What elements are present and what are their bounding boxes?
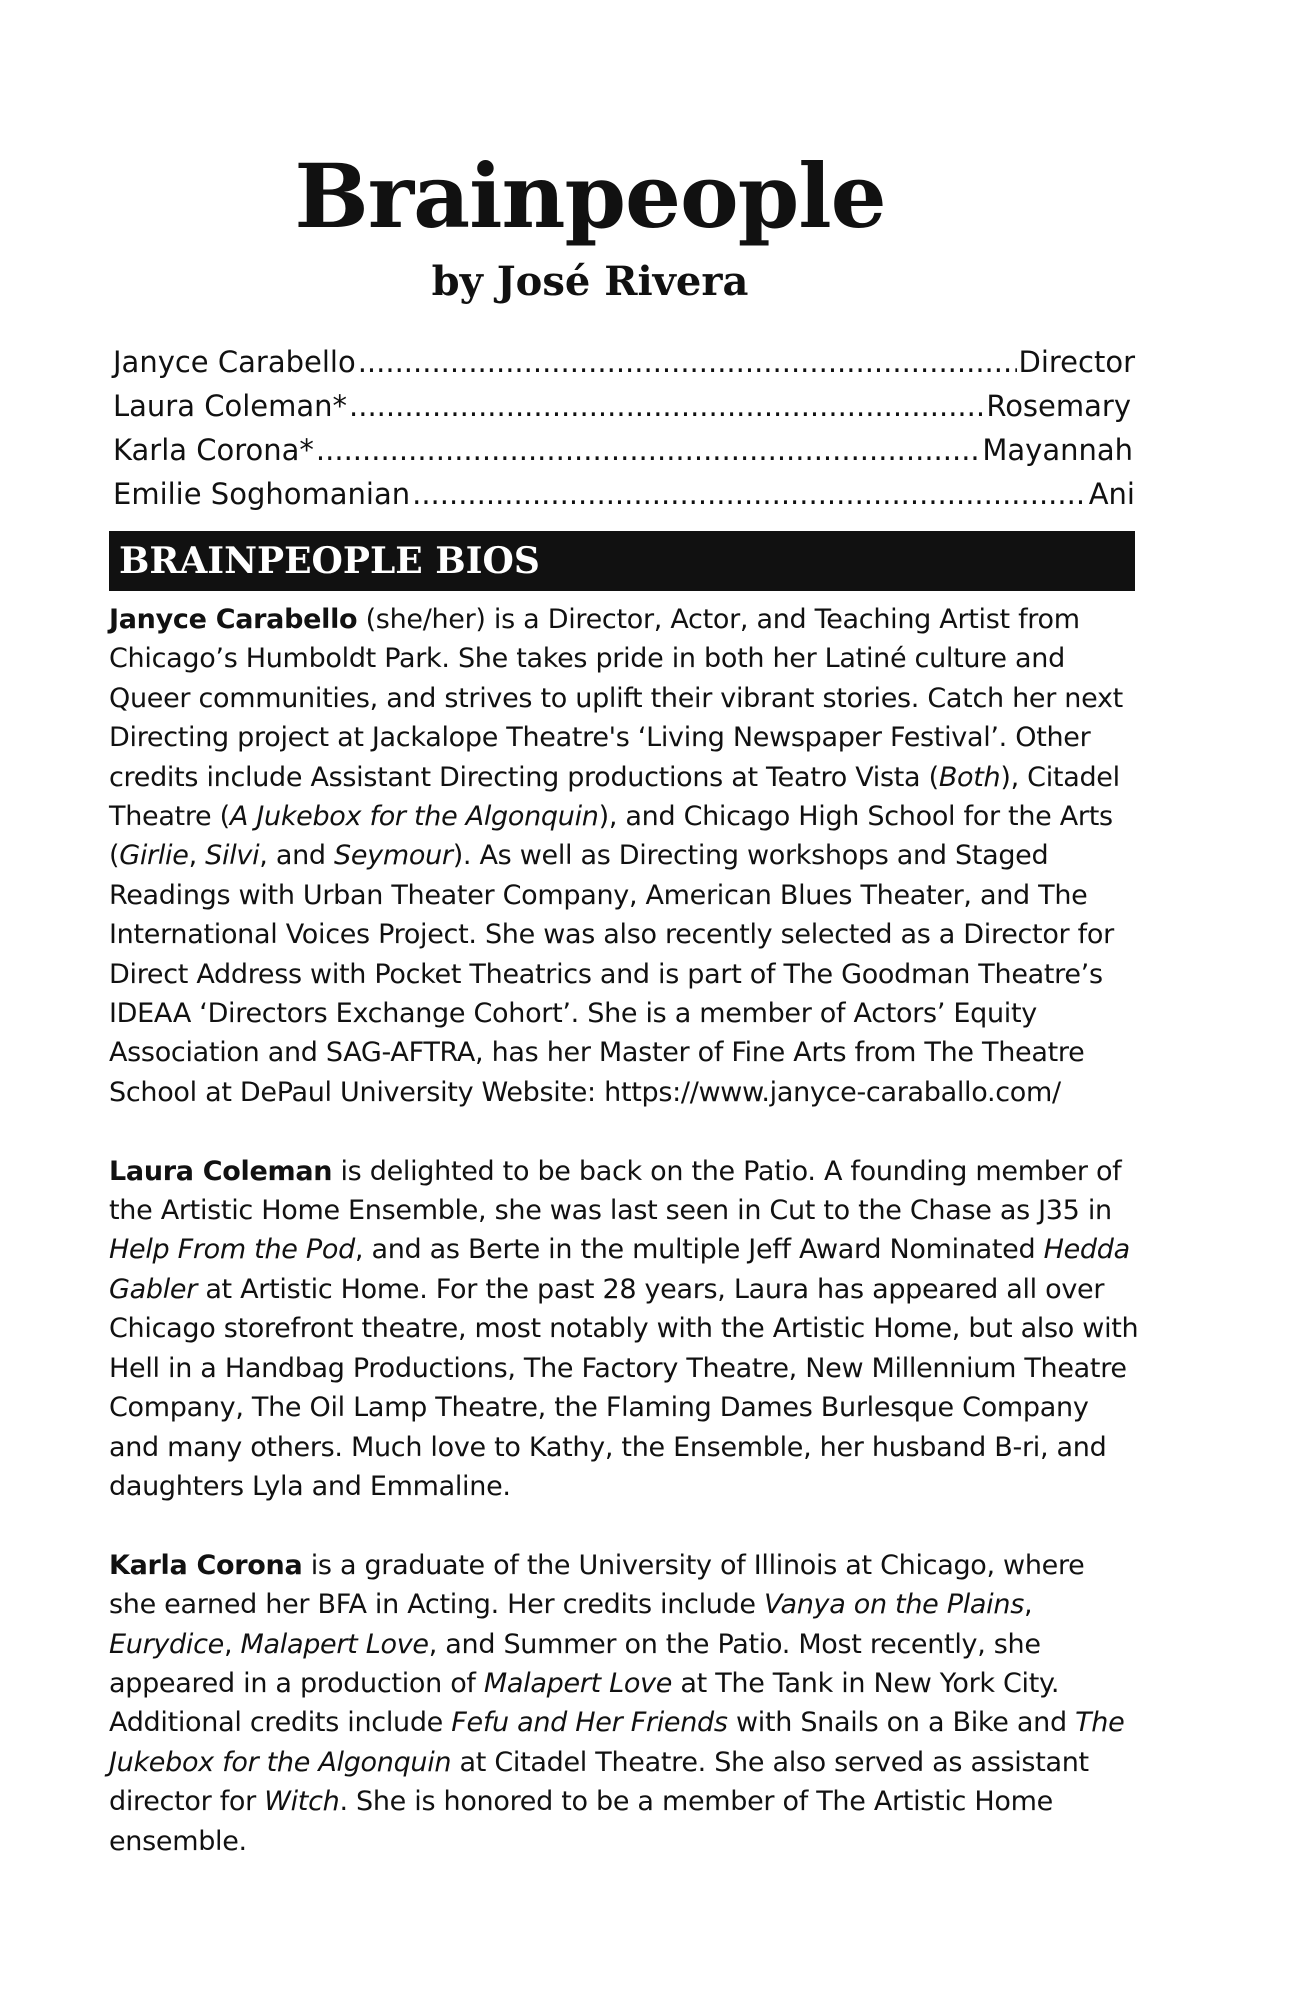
bio-credit-title: The Jukebox for the Algonquin: [109, 1707, 1125, 1778]
cast-row: [113, 472, 1135, 516]
bio-text: with Snails on a Bike and: [727, 1707, 1076, 1739]
playwright-byline: by José Rivera: [431, 258, 749, 305]
bio-text: is a graduate of the University of Illinois at Chicago, where she earned her BFA in Acting. Her credits include: [109, 1549, 1085, 1621]
bio-credit-title: Vanya on the Plains: [764, 1589, 1024, 1621]
bios-section: [109, 600, 1139, 1900]
bios-section-heading: BRAINPEOPLE BIOS: [109, 531, 1135, 591]
bio-credit-title: A Jukebox for the Algonquin: [229, 801, 599, 833]
bio-text: at The Tank in New York City. Additional credits include: [109, 1667, 1060, 1739]
cast-role: Mayannah: [982, 433, 1133, 467]
bio-text: ,: [1023, 1589, 1033, 1621]
bio-text: (she/her) is a Director, Actor, and Teaching Artist from Chicago’s Humboldt Park. She takes pride in both her Latiné culture and Queer communities, and strives to uplift their vibrant stories. Catch her next Directing project at Jackalope Theatre's ‘Living Newspaper Festival’. Other credits include Assistant Directing productions at Teatro Vista (: [109, 604, 1123, 793]
cast-list: [113, 340, 1135, 516]
cast-row: [113, 340, 1135, 384]
cast-name: Laura Coleman*: [113, 389, 348, 423]
bio-name: Karla Corona: [109, 1549, 303, 1581]
bio-credit-title: Malapert Love: [240, 1628, 429, 1660]
bio-credit-title: Eurydice: [109, 1628, 224, 1660]
bio-credit-title: Both: [938, 761, 1001, 793]
bio-paragraph: [109, 1546, 1139, 1861]
cast-name: Karla Corona*: [113, 433, 314, 467]
cast-row: [113, 428, 1133, 472]
bio-credit-title: Malapert Love: [483, 1667, 673, 1699]
bio-text: ), and Chicago High School for the Arts (: [109, 801, 1113, 872]
bio-credit-title: Fefu and Her Friends: [451, 1707, 728, 1739]
cast-role: Director: [1018, 345, 1135, 379]
cast-role: Ani: [1088, 477, 1135, 511]
bio-credit-title: Girlie: [119, 840, 189, 872]
bio-credit-title: Witch: [264, 1786, 340, 1818]
bio-text: ), Citadel Theatre (: [109, 761, 1120, 833]
bio-text: at Artistic Home. For the past 28 years, Laura has appeared all over Chicago storefront theatre, most notably with the Artistic Home, but also with Hell in a Handbag Productions, The Factory Theatre, New Millennium Theatre Company, The Oil Lamp Theatre, the Flaming Dames Burlesque Company and many others. Much love to Kathy, the Ensemble, her husband B-ri, and daughters Lyla and Emmaline.: [109, 1273, 1139, 1502]
cast-name: Janyce Carabello: [113, 345, 356, 379]
dot-leader: [358, 340, 1017, 384]
dot-leader: [412, 472, 1087, 516]
bio-text: , and Summer on the Patio. Most recently, she appeared in a production of: [109, 1628, 1041, 1699]
bio-text: ,: [188, 840, 206, 872]
bio-text: , and as Berte in the multiple Jeff Award Nominated: [354, 1234, 1044, 1266]
cast-name: Emilie Soghomanian: [113, 477, 411, 511]
bio-name: Laura Coleman: [109, 1155, 333, 1187]
bio-text: at Citadel Theatre. She also served as assistant director for: [109, 1746, 1089, 1818]
cast-role: Rosemary: [986, 389, 1131, 423]
bio-credit-title: Hedda Gabler: [109, 1234, 1130, 1305]
bio-paragraph: [109, 1152, 1139, 1507]
play-title: Brainpeople: [294, 144, 886, 248]
bio-text: ). As well as Directing workshops and Staged Readings with Urban Theater Company, American Blues Theater, and The International Voices Project. She was also recently selected as a Director for Direct Address with Pocket Theatrics and is part of The Goodman Theatre’s IDEAA ‘Directors Exchange Cohort’. She is a member of Actors’ Equity Association and SAG-AFTRA, has her Master of Fine Arts from The Theatre School at DePaul University Website: https://www.janyce-caraballo.com/: [109, 840, 1114, 1108]
bio-name: Janyce Carabello: [109, 604, 358, 635]
dot-leader: [349, 384, 984, 428]
bio-text: . She is honored to be a member of The Artistic Home ensemble.: [109, 1786, 1053, 1857]
cast-row: [113, 384, 1131, 428]
bio-credit-title: Help From the Pod: [109, 1234, 355, 1266]
bio-credit-title: Seymour: [334, 840, 453, 872]
dot-leader: [316, 428, 980, 472]
bio-text: is delighted to be back on the Patio. A founding member of the Artistic Home Ensemble, she was last seen in Cut to the Chase as J35 in: [109, 1155, 1122, 1227]
bio-text: , and: [259, 840, 335, 872]
bio-paragraph: [109, 600, 1139, 1112]
bio-credit-title: Silvi: [205, 840, 260, 872]
bio-text: ,: [223, 1628, 241, 1660]
